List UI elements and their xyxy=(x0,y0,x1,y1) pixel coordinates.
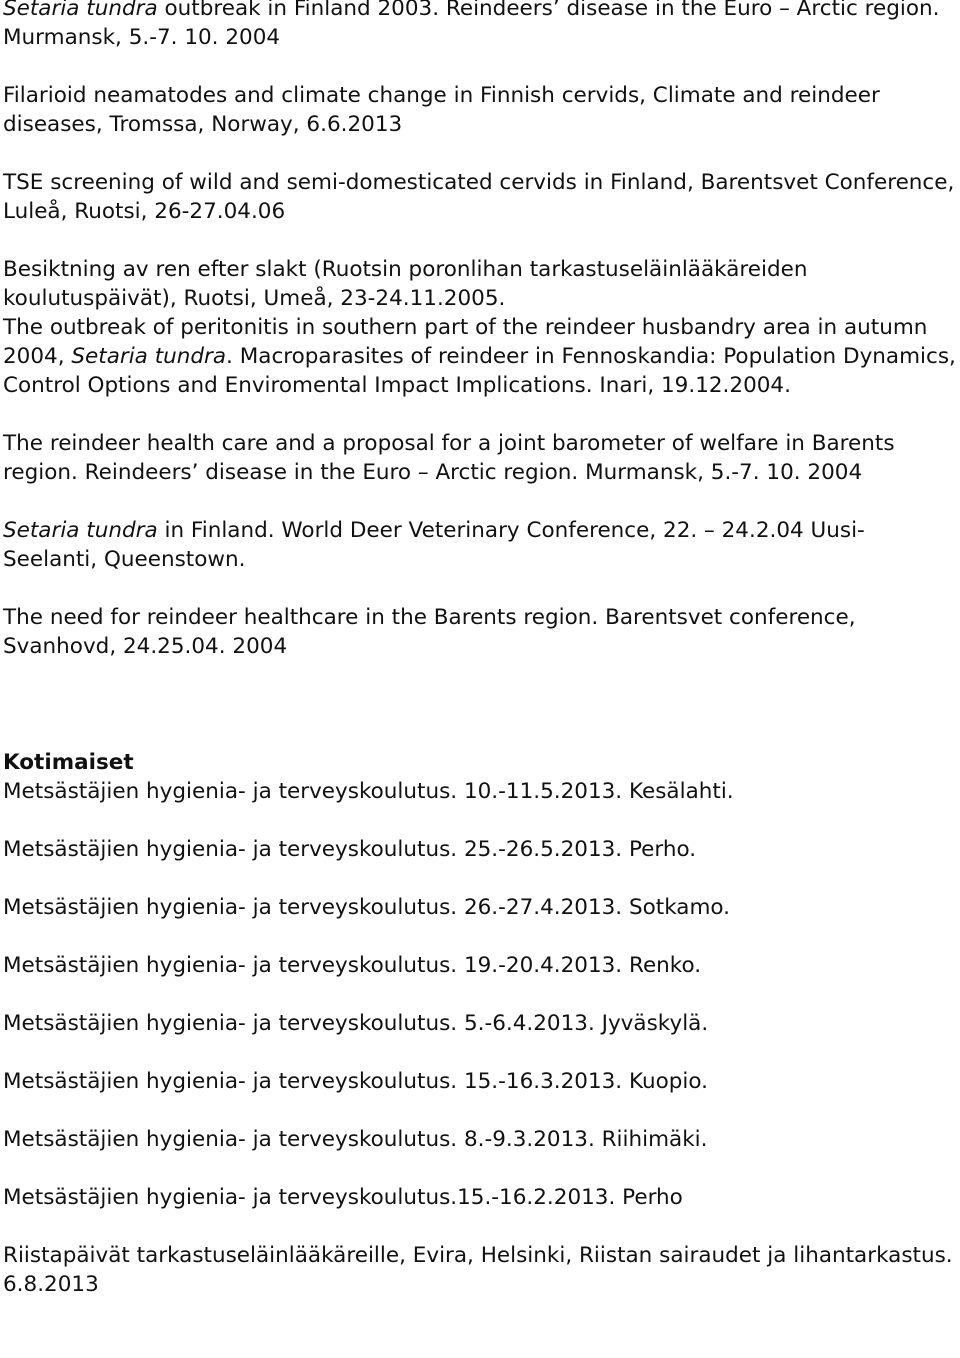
section-heading-kotimaiset: Kotimaiset xyxy=(3,750,134,775)
entry-besiktning: Besiktning av ren efter slakt (Ruotsin poronlihan tarkastuseläinlääkäreiden koulutuspäivät), Ruotsi, Umeå, 23-24.11.2005. xyxy=(3,257,808,311)
entry-filarioid-climate: Filarioid neamatodes and climate change in Finnish cervids, Climate and reindeer diseases, Tromssa, Norway, 6.6.2013 xyxy=(3,83,880,137)
domestic-item: Metsästäjien hygienia- ja terveyskoulutus.15.-16.2.2013. Perho xyxy=(3,1185,683,1210)
species-name: Setaria tundra xyxy=(3,518,158,543)
entry-text: . Macroparasites of reindeer in Fennoskandia: Population Dynamics, Control Options and Enviromental Impact Implications. Inari, 19.12.2004. xyxy=(3,344,956,398)
domestic-item: Metsästäjien hygienia- ja terveyskoulutus. 5.-6.4.2013. Jyväskylä. xyxy=(3,1011,709,1036)
domestic-item: Metsästäjien hygienia- ja terveyskoulutus. 15.-16.3.2013. Kuopio. xyxy=(3,1069,709,1094)
domestic-item: Metsästäjien hygienia- ja terveyskoulutus. 8.-9.3.2013. Riihimäki. xyxy=(3,1127,708,1152)
entry-barents-healthcare: The need for reindeer healthcare in the Barents region. Barentsvet conference, Svanhovd, 24.25.04. 2004 xyxy=(3,605,856,659)
domestic-item: Riistapäivät tarkastuseläinlääkäreille, Evira, Helsinki, Riistan sairaudet ja lihantarkastus. 6.8.2013 xyxy=(3,1243,953,1297)
domestic-item: Metsästäjien hygienia- ja terveyskoulutus. 26.-27.4.2013. Sotkamo. xyxy=(3,895,731,920)
domestic-item: Metsästäjien hygienia- ja terveyskoulutus. 19.-20.4.2013. Renko. xyxy=(3,953,702,978)
entry-text: in Finland. World Deer Veterinary Conference, 22. – 24.2.04 Uusi-Seelanti, Queenstown. xyxy=(3,518,865,572)
entry-setaria-outbreak xyxy=(3,0,958,52)
entry-text: outbreak in Finland 2003. Reindeers’ disease in the Euro – Arctic region. Murmansk, 5.-7. 10. 2004 xyxy=(3,0,940,50)
domestic-item: Metsästäjien hygienia- ja terveyskoulutus. 25.-26.5.2013. Perho. xyxy=(3,837,697,862)
species-name: Setaria tundra xyxy=(71,344,227,369)
entry-tse-screening: TSE screening of wild and semi-domesticated cervids in Finland, Barentsvet Conference, Luleå, Ruotsi, 26-27.04.06 xyxy=(3,170,955,224)
entry-text: The outbreak of peritonitis in southern part of the reindeer husbandry area in autumn 2004, xyxy=(3,315,928,369)
entry-setaria-deer-conference xyxy=(3,516,958,574)
entry-health-care-barometer: The reindeer health care and a proposal for a joint barometer of welfare in Barents region. Reindeers’ disease in the Euro – Arctic region. Murmansk, 5.-7. 10. 2004 xyxy=(3,431,895,485)
publication-list xyxy=(3,0,958,1299)
species-name: Setaria tundra xyxy=(3,0,158,21)
domestic-item: Metsästäjien hygienia- ja terveyskoulutus. 10.-11.5.2013. Kesälahti. xyxy=(3,779,734,804)
section-spacer xyxy=(3,661,958,748)
entry-peritonitis xyxy=(3,313,958,400)
